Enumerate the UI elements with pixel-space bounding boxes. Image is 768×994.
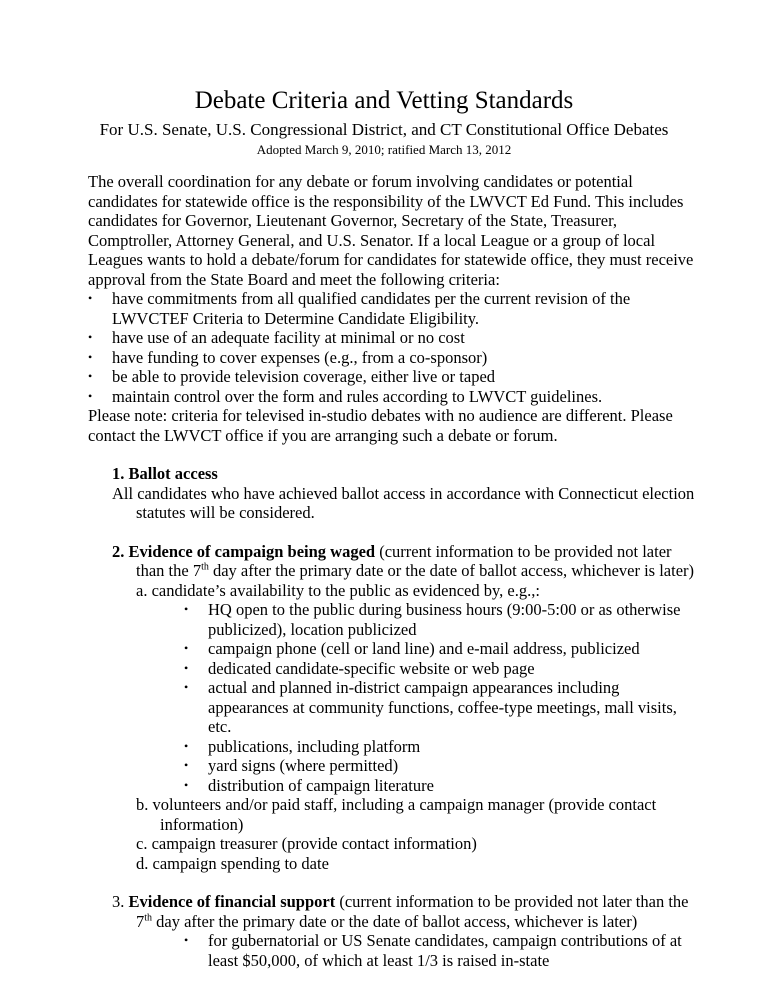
bullet-icon: • xyxy=(184,660,189,675)
availability-list xyxy=(184,600,696,795)
availability-item: • actual and planned in-district campaign appearances including appearances at community functions, coffee-type meetings, mall visits, etc. xyxy=(184,678,677,736)
bullet-icon: • xyxy=(184,602,189,616)
adoption-date: Adopted March 9, 2010; ratified March 13, 2012 xyxy=(256,142,512,157)
criteria-list xyxy=(88,289,696,406)
subitem-b: b. volunteers and/or paid staff, including a campaign manager (provide contact information) xyxy=(136,795,657,834)
bullet-icon: • xyxy=(184,933,189,947)
bullet-icon: • xyxy=(184,758,189,772)
section-heading: 1. Ballot access xyxy=(112,464,218,483)
criteria-item: • have use of an adequate facility at minimal or no cost xyxy=(88,328,465,347)
bullet-icon: • xyxy=(88,349,93,364)
criteria-item: • maintain control over the form and rules according to LWVCT guidelines. xyxy=(88,386,603,406)
section-financial-support: 3. Evidence of financial support (current information to be provided not later than the 7th day after the primary date or the date of ballot access, whichever is later) • for gubernatorial or US Senate candidates, campaign contributions of at least $50,000, of which at least 1/3 is raised in-state xyxy=(112,892,696,970)
section-campaign-evidence: 2. Evidence of campaign being waged (current information to be provided not later than the 7th day after the primary date or the date of ballot access, whichever is later) a. candidate’s availability to the public as evidenced by, e.g.,: • HQ open to the public during business hours (9:00-5:00 or as otherwise publicized), location publicized • campaign phone (cell or land line) and e-mail address, publicized • dedicated candidate-specific website or web page • actual and planned in-district campaign appearances including appearances at community functions, coffee-type meetings, mall visits, etc. • publications, including platform • yard signs (where permitted) • distribution of campaign literature b. volunteers and/or paid staff, including a campaign manager (provide contact information) c. campaign treasurer (provide contact information) d. campaign spending to date xyxy=(112,541,695,873)
note-paragraph: Please note: criteria for televised in-studio debates with no audience are different. Please contact the LWVCT office if you are arranging such a debate or forum. xyxy=(88,406,673,445)
subitem-d: d. campaign spending to date xyxy=(136,853,329,873)
financial-list xyxy=(184,931,696,970)
financial-item: • for gubernatorial or US Senate candidates, campaign contributions of at least $50,000, of which at least 1/3 is raised in-state xyxy=(184,931,682,970)
availability-item: • yard signs (where permitted) xyxy=(184,756,399,775)
bullet-icon: • xyxy=(88,291,93,305)
document-title: Debate Criteria and Vetting Standards xyxy=(194,87,574,114)
section-heading: Evidence of financial support xyxy=(128,892,336,911)
availability-item: • distribution of campaign literature xyxy=(184,775,434,795)
availability-item: • HQ open to the public during business hours (9:00-5:00 or as otherwise publicized), location publicized xyxy=(184,600,681,639)
section-ballot-access xyxy=(112,464,696,523)
criteria-item: • have funding to cover expenses (e.g., from a co-sponsor) xyxy=(88,347,488,367)
bullet-icon: • xyxy=(184,641,189,655)
availability-item: • publications, including platform xyxy=(184,736,421,756)
document-body xyxy=(88,172,696,970)
availability-item: • campaign phone (cell or land line) and e-mail address, publicized xyxy=(184,639,640,658)
subitem-a: a. candidate’s availability to the public as evidenced by, e.g.,: xyxy=(136,580,540,600)
availability-item: • dedicated candidate-specific website or web page xyxy=(184,658,535,678)
bullet-icon: • xyxy=(184,777,189,792)
document-subtitle: For U.S. Senate, U.S. Congressional District, and CT Constitutional Office Debates xyxy=(99,120,669,139)
intro-paragraph: The overall coordination for any debate or forum involving candidates or potential candidates for statewide office is the responsibility of the LWVCT Ed Fund. This includes candidates for Governor, Lieutenant Governor, Secretary of the State, Treasurer, Comptroller, Attorney General, and U.S. Senator. If a local League or a group of local Leagues wants to hold a debate/forum for candidates for statewide office, they must receive approval from the State Board and meet the following criteria: xyxy=(88,172,694,289)
bullet-icon: • xyxy=(184,680,189,694)
bullet-icon: • xyxy=(184,738,189,753)
bullet-icon: • xyxy=(88,369,93,383)
criteria-item: • have commitments from all qualified candidates per the current revision of the LWVCTEF Criteria to Determine Candidate Eligibility. xyxy=(88,289,631,328)
criteria-item: • be able to provide television coverage, either live or taped xyxy=(88,367,496,386)
subitem-c: c. campaign treasurer (provide contact information) xyxy=(136,834,477,853)
section-heading: 2. Evidence of campaign being waged xyxy=(112,541,376,561)
bullet-icon: • xyxy=(88,330,93,344)
bullet-icon: • xyxy=(88,388,93,403)
section-text: All candidates who have achieved ballot access in accordance with Connecticut election statutes will be considered. xyxy=(112,483,695,522)
